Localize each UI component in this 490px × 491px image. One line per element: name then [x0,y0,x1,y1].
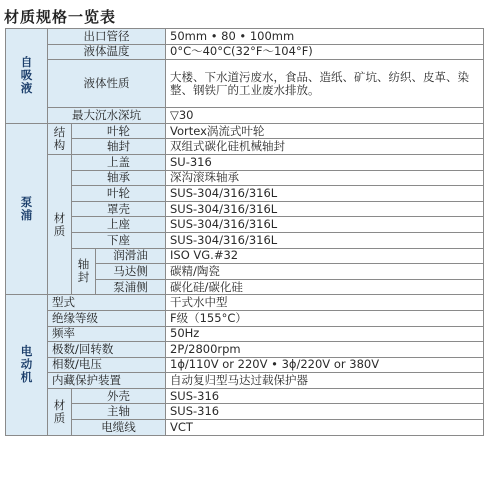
table-row [6,388,484,404]
shell-label: 外壳 [72,388,166,404]
shaft-seal-value: 双组式碳化硅机械轴封 [166,139,484,155]
lower-seat-value: SUS-304/316/316L [166,232,484,248]
type-value: 干式水中型 [166,295,484,311]
table-row [6,108,484,124]
pump-side-value: 碳化硅/碳化硅 [166,279,484,295]
upper-seat-value: SUS-304/316/316L [166,217,484,233]
material-label: 材质 [48,154,72,294]
poles-value: 2P/2800rpm [166,342,484,358]
impeller2-value: SUS-304/316/316L [166,186,484,202]
table-row [6,170,484,186]
depth-label: 最大沉水深坑 [48,108,166,124]
temp-label: 液体温度 [48,44,166,60]
table-row [6,186,484,202]
group-self-priming: 自吸液 [6,29,48,124]
upper-cover-value: SU-316 [166,154,484,170]
upper-cover-label: 上盖 [72,154,166,170]
cable-value: VCT [166,420,484,436]
impeller2-label: 叶轮 [72,186,166,202]
freq-value: 50Hz [166,326,484,342]
table-row [6,310,484,326]
depth-value: ▽30 [166,108,484,124]
outlet-value: 50mm • 80 • 100mm [166,29,484,45]
shaft-seal-label: 轴封 [72,139,166,155]
spec-table [5,28,484,436]
outlet-label: 出口管径 [48,29,166,45]
protection-value: 自动复归型马达过载保护器 [166,373,484,389]
main-shaft-label: 主轴 [72,404,166,420]
table-row [6,342,484,358]
table-row [6,139,484,155]
table-row [6,420,484,436]
main-shaft-value: SUS-316 [166,404,484,420]
nature-value: 大楼、下水道污废水，食品、造纸、矿坑、纺织、皮革、染整、钢铁厂的工业废水排放。 [166,60,484,108]
upper-seat-label: 上座 [72,217,166,233]
insulation-value: F级（155°C） [166,310,484,326]
impeller-value: Vortex涡流式叶轮 [166,123,484,139]
lube-value: ISO VG.#32 [166,248,484,264]
group-pump: 泵浦 [6,123,48,295]
phase-value: 1ϕ/110V or 220V • 3ϕ/220V or 380V [166,357,484,373]
bearing-label: 轴承 [72,170,166,186]
page-title: 材质规格一览表 [4,8,117,26]
poles-label: 极数/回转数 [48,342,166,358]
freq-label: 频率 [48,326,166,342]
table-row [6,248,484,264]
shell-value: SUS-316 [166,388,484,404]
table-row [6,123,484,139]
casing-value: SUS-304/316/316L [166,201,484,217]
table-row [6,357,484,373]
table-row [6,60,484,108]
impeller-label: 叶轮 [72,123,166,139]
structure-label: 结构 [48,123,72,154]
bearing-value: 深沟滚珠轴承 [166,170,484,186]
casing-label: 罩壳 [72,201,166,217]
motor-material-label: 材质 [48,388,72,435]
table-row [6,201,484,217]
table-row [6,217,484,233]
lube-label: 润滑油 [96,248,166,264]
table-row [6,404,484,420]
table-row [6,373,484,389]
table-row [6,295,484,311]
nature-label: 液体性质 [48,60,166,108]
table-row [6,29,484,45]
group-motor: 电动机 [6,295,48,435]
type-label: 型式 [48,295,166,311]
table-row [6,326,484,342]
motor-side-label: 马达侧 [96,264,166,280]
motor-side-value: 碳精/陶瓷 [166,264,484,280]
pump-side-label: 泵浦侧 [96,279,166,295]
table-row [6,44,484,60]
protection-label: 内藏保护装置 [48,373,166,389]
temp-value: 0°C～40°C(32°F～104°F) [166,44,484,60]
table-row [6,154,484,170]
table-row [6,232,484,248]
lower-seat-label: 下座 [72,232,166,248]
cable-label: 电缆线 [72,420,166,436]
insulation-label: 绝缘等级 [48,310,166,326]
seal-label: 轴封 [72,248,96,295]
phase-label: 相数/电压 [48,357,166,373]
